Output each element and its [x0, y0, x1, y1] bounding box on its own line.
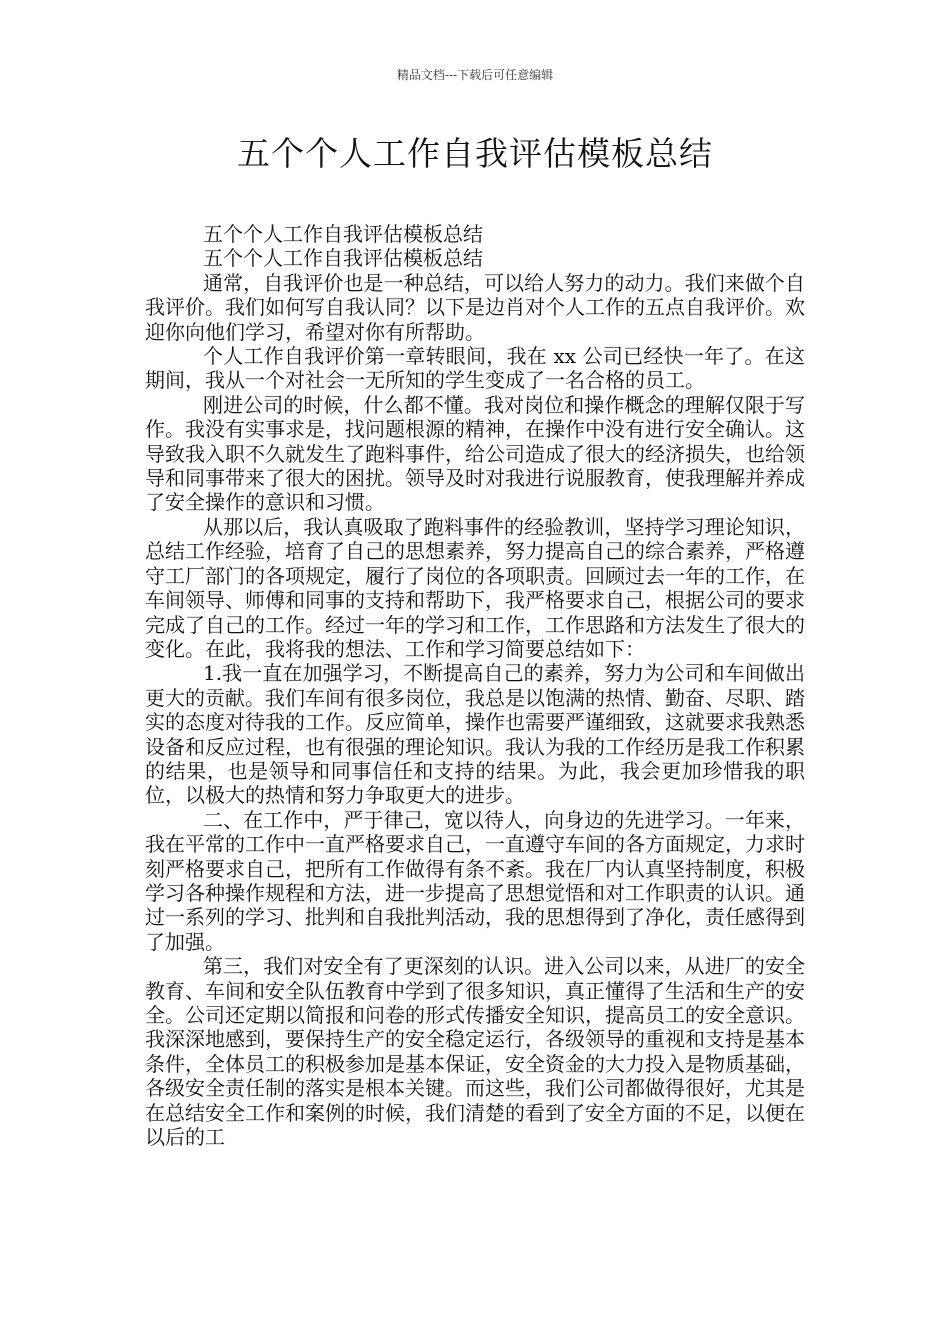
document-title: 五个个人工作自我评估模板总结	[237, 134, 713, 173]
header-note: 精品文档---下载后可任意编辑	[396, 68, 554, 82]
paragraph: 五个个人工作自我评估模板总结	[203, 246, 483, 271]
paragraph: 五个个人工作自我评估模板总结	[203, 222, 483, 246]
paragraph: 第三，我们对安全有了更深刻的认识。进入公司以来，从进厂的安全教育、车间和安全队伍教育中学到了很多知识，真正懂得了生活和生产的安全。公司还定期以简报和问卷的形式传播安全知识，提高员工的安全意识。我深深地感到，要保持生产的安全稳定运行，各级领导的重视和支持是基本条件，全体员工的积极参加是基本保证，安全资金的大力投入是物质基础，各级安全责任制的落实是根本关键。而这些，我们公司都做得很好，尤其是在总结安全工作和案例的时候，我们清楚的看到了安全方面的不足，以便在以后的工	[145, 954, 805, 1150]
paragraph: 二、在工作中，严于律己，宽以待人，向身边的先进学习。一年来，我在平常的工作中一直严格要求自己，一直遵守车间的各方面规定，力求时刻严格要求自己，把所有工作做得有条不紊。我在厂内认真坚持制度，积极学习各种操作规程和方法，进一步提高了思想觉悟和对工作职责的认识。通过一系列的学习、批判和自我批判活动，我的思想得到了净化，责任感得到了加强。	[145, 807, 805, 954]
paragraph: 个人工作自我评价第一章转眼间，我在 xx 公司已经快一年了。在这期间，我从一个对社会一无所知的学生变成了一名合格的员工。	[145, 344, 805, 393]
document-body	[145, 222, 805, 1149]
paragraph: 刚进公司的时候，什么都不懂。我对岗位和操作概念的理解仅限于写作。我没有实事求是，找问题根源的精神，在操作中没有进行安全确认。这导致我入职不久就发生了跑料事件，给公司造成了很大的经济损失，也给领导和同事带来了很大的困扰。领导及时对我进行说服教育，使我理解并养成了安全操作的意识和习惯。	[145, 392, 805, 515]
paragraph: 1.我一直在加强学习，不断提高自己的素养，努力为公司和车间做出更大的贡献。我们车间有很多岗位，我总是以饱满的热情、勤奋、尽职、踏实的态度对待我的工作。反应简单，操作也需要严谨细致，这就要求我熟悉设备和反应过程，也有很强的理论知识。我认为我的工作经历是我工作积累的结果，也是领导和同事信任和支持的结果。为此，我会更加珍惜我的职位，以极大的热情和努力争取更大的进步。	[145, 661, 805, 808]
paragraph: 从那以后，我认真吸取了跑料事件的经验教训，坚持学习理论知识，总结工作经验，培育了自己的思想素养，努力提高自己的综合素养，严格遵守工厂部门的各项规定，履行了岗位的各项职责。回顾过去一年的工作，在车间领导、师傅和同事的支持和帮助下，我严格要求自己，根据公司的要求完成了自己的工作。经过一年的学习和工作，工作思路和方法发生了很大的变化。在此，我将我的想法、工作和学习简要总结如下：	[145, 514, 805, 661]
paragraph: 通常，自我评价也是一种总结，可以给人努力的动力。我们来做个自我评价。我们如何写自我认同？以下是边肖对个人工作的五点自我评价。欢迎你向他们学习，希望对你有所帮助。	[145, 270, 805, 344]
